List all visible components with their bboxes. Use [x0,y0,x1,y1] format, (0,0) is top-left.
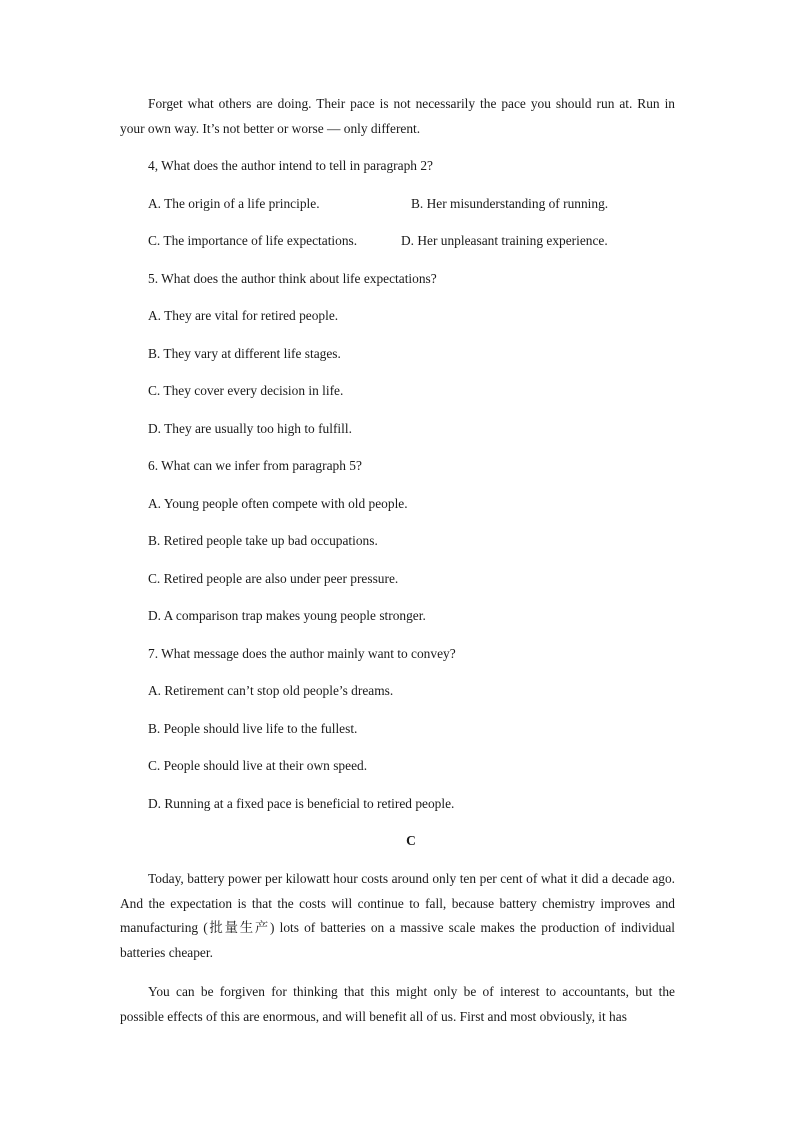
section-heading: C [406,833,416,848]
question-5-option-d: D. They are usually too high to fulfill. [148,421,352,436]
passage-c-paragraph-1: Today, battery power per kilowatt hour costs around only ten per cent of what it did a decade ago. And the expectation is that the costs will continue to fall, because battery chemistry improves and manufacturing (批量生产) lots of batteries on a massive scale makes the production of individual batteries cheaper. [120,871,675,960]
question-6-stem: 6. What can we infer from paragraph 5? [148,458,362,473]
question-7-stem: 7. What message does the author mainly want to convey? [148,646,456,661]
question-4-stem: 4, What does the author intend to tell in paragraph 2? [148,158,433,173]
question-6-option-a: A. Young people often compete with old people. [148,496,408,511]
question-6-option-b: B. Retired people take up bad occupations. [148,533,378,548]
question-5-stem: 5. What does the author think about life expectations? [148,271,437,286]
question-7-option-d: D. Running at a fixed pace is beneficial to retired people. [148,796,455,811]
question-5-option-b: B. They vary at different life stages. [148,346,341,361]
question-6-option-d: D. A comparison trap makes young people stronger. [148,608,426,623]
intro-paragraph: Forget what others are doing. Their pace is not necessarily the pace you should run at. Run in your own way. It’s not better or worse — only different. [120,96,675,136]
question-7-option-c: C. People should live at their own speed. [148,758,368,773]
question-7-option-b: B. People should live life to the fullest. [148,721,358,736]
question-4-option-d: D. Her unpleasant training experience. [401,233,608,248]
passage-c-paragraph-2: You can be forgiven for thinking that this might only be of interest to accountants, but the possible effects of this are enormous, and will benefit all of us. First and most obviously, it has [120,984,675,1024]
question-4-option-b: B. Her misunderstanding of running. [411,196,609,211]
question-4-option-a: A. The origin of a life principle. [148,196,320,211]
question-5-option-c: C. They cover every decision in life. [148,383,344,398]
question-4-option-c: C. The importance of life expectations. [148,233,358,248]
question-5-option-a: A. They are vital for retired people. [148,308,339,323]
question-6-option-c: C. Retired people are also under peer pressure. [148,571,399,586]
question-7-option-a: A. Retirement can’t stop old people’s dreams. [148,683,394,698]
